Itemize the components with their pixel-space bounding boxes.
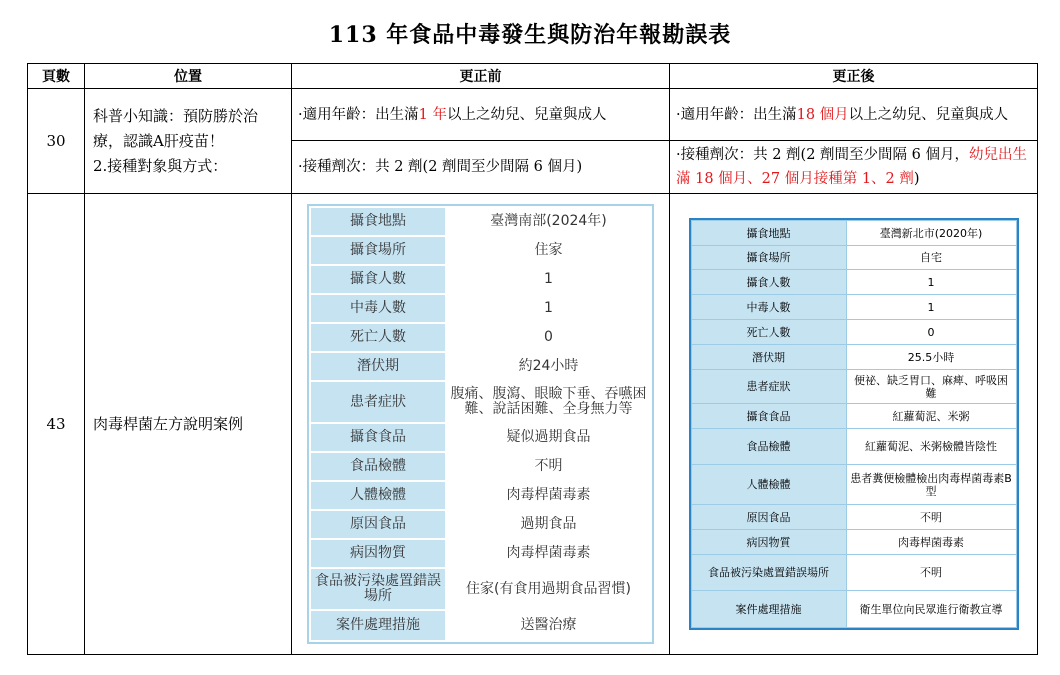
row2-page: 43 (28, 194, 85, 655)
case-field-value: 紅蘿蔔泥、米粥 (846, 404, 1016, 429)
case-field-value: 0 (446, 323, 651, 352)
case-field-value: 肉毒桿菌毒素 (846, 530, 1016, 555)
case-field-label: 攝食人數 (310, 265, 446, 294)
case-field-value: 自宅 (846, 246, 1016, 270)
case-field-label: 潛伏期 (310, 352, 446, 381)
case-table-row (310, 510, 651, 539)
after-age-pre: ·適用年齡：出生滿 (676, 106, 797, 123)
case-table-row (691, 465, 1016, 505)
case-field-label: 食品被污染處置錯誤場所 (310, 568, 446, 610)
case-table-row (310, 539, 651, 568)
case-table-row (310, 294, 651, 323)
row1-page: 30 (28, 89, 85, 194)
case-table-row (691, 429, 1016, 465)
case-field-label: 病因物質 (310, 539, 446, 568)
case-table-row (691, 555, 1016, 591)
before-case-table (309, 206, 652, 642)
case-field-label: 食品被污染處置錯誤場所 (691, 555, 846, 591)
case-field-label: 食品檢體 (691, 429, 846, 465)
case-field-label: 人體檢體 (310, 481, 446, 510)
table-row (28, 194, 1038, 655)
case-field-value: 臺灣南部(2024年) (446, 207, 651, 236)
row2-location: 肉毒桿菌左方說明案例 (85, 194, 292, 655)
case-field-label: 食品檢體 (310, 452, 446, 481)
header-row (28, 64, 1038, 89)
erratum-table (27, 63, 1038, 655)
case-field-value: 1 (446, 294, 651, 323)
header-after: 更正後 (670, 64, 1038, 89)
case-field-value: 腹痛、腹瀉、眼瞼下垂、吞嚥困難、說話困難、全身無力等 (446, 381, 651, 423)
case-field-value: 便祕、缺乏胃口、麻痺、呼吸困難 (846, 370, 1016, 404)
row1-before-age (292, 89, 670, 141)
row1-before-dose: ·接種劑次：共 2 劑(2 劑間至少間隔 6 個月) (292, 141, 670, 194)
case-field-value: 紅蘿蔔泥、米粥檢體皆陰性 (846, 429, 1016, 465)
case-table-row (310, 381, 651, 423)
case-field-value: 患者糞便檢體檢出肉毒桿菌毒素B型 (846, 465, 1016, 505)
case-field-label: 死亡人數 (310, 323, 446, 352)
case-table-row (691, 591, 1016, 628)
case-field-label: 原因食品 (310, 510, 446, 539)
case-field-label: 人體檢體 (691, 465, 846, 505)
case-table-row (310, 452, 651, 481)
row2-before-cell (292, 194, 670, 655)
case-field-label: 攝食食品 (310, 423, 446, 452)
row1-after-dose (670, 141, 1038, 194)
header-before: 更正前 (292, 64, 670, 89)
row1-location (85, 89, 292, 194)
row1-location-line1: 科普小知識：預防勝於治療，認識A肝疫苗！ (93, 106, 259, 150)
case-field-value: 臺灣新北市(2020年) (846, 221, 1016, 246)
case-table-row (691, 246, 1016, 270)
case-field-label: 潛伏期 (691, 345, 846, 370)
case-field-value: 住家(有食用過期食品習慣) (446, 568, 651, 610)
before-age-post: 以上之幼兒、兒童與成人 (446, 106, 607, 123)
page-title: 113 年食品中毒發生與防治年報勘誤表 (328, 22, 732, 48)
case-field-value: 1 (446, 265, 651, 294)
row2-after-cell (670, 194, 1038, 655)
after-age-post: 以上之幼兒、兒童與成人 (848, 106, 1009, 123)
before-case-table-frame (307, 204, 654, 644)
row1-after-age (670, 89, 1038, 141)
case-table-row (310, 481, 651, 510)
case-field-value: 1 (846, 270, 1016, 295)
case-field-label: 攝食地點 (691, 221, 846, 246)
case-field-label: 攝食場所 (310, 236, 446, 265)
case-table-row (691, 320, 1016, 345)
case-table-row (310, 265, 651, 294)
case-field-value: 衛生單位向民眾進行衛教宣導 (846, 591, 1016, 628)
case-field-label: 原因食品 (691, 505, 846, 530)
case-table-row (691, 270, 1016, 295)
case-field-value: 送醫治療 (446, 610, 651, 641)
case-field-label: 攝食人數 (691, 270, 846, 295)
after-dose-red: 幼兒出生滿 18 個月、27 個月接種第 1、2 劑 (676, 147, 1027, 187)
case-table-row (310, 236, 651, 265)
case-field-label: 攝食食品 (691, 404, 846, 429)
case-table-row (691, 345, 1016, 370)
case-field-label: 患者症狀 (310, 381, 446, 423)
case-field-value: 1 (846, 295, 1016, 320)
after-dose-pre: ·接種劑次：共 2 劑(2 劑間至少間隔 6 個月， (676, 147, 969, 163)
case-field-label: 患者症狀 (691, 370, 846, 404)
after-case-table (691, 220, 1017, 628)
before-age-red: 1 年 (418, 106, 447, 123)
case-table-row (310, 323, 651, 352)
case-field-value: 不明 (846, 555, 1016, 591)
case-field-label: 中毒人數 (310, 294, 446, 323)
case-field-label: 病因物質 (691, 530, 846, 555)
case-field-value: 住家 (446, 236, 651, 265)
header-location: 位置 (85, 64, 292, 89)
case-table-row (691, 221, 1016, 246)
case-field-value: 0 (846, 320, 1016, 345)
case-field-label: 死亡人數 (691, 320, 846, 345)
after-age-red: 18 個月 (796, 106, 849, 123)
case-table-row (691, 404, 1016, 429)
case-field-value: 25.5小時 (846, 345, 1016, 370)
case-field-value: 肉毒桿菌毒素 (446, 481, 651, 510)
header-page: 頁數 (28, 64, 85, 89)
row1-location-line2: 2.接種對象與方式： (93, 156, 228, 175)
case-table-row (310, 423, 651, 452)
after-dose-post: ) (913, 171, 920, 187)
case-table-row (310, 207, 651, 236)
case-field-value: 肉毒桿菌毒素 (446, 539, 651, 568)
case-table-row (691, 530, 1016, 555)
case-field-label: 案件處理措施 (691, 591, 846, 628)
case-field-label: 攝食場所 (691, 246, 846, 270)
case-table-row (691, 370, 1016, 404)
case-field-value: 不明 (846, 505, 1016, 530)
after-case-table-frame (689, 218, 1019, 630)
case-field-label: 中毒人數 (691, 295, 846, 320)
case-field-value: 約24小時 (446, 352, 651, 381)
case-field-label: 攝食地點 (310, 207, 446, 236)
case-field-value: 疑似過期食品 (446, 423, 651, 452)
case-field-value: 過期食品 (446, 510, 651, 539)
case-table-row (310, 352, 651, 381)
case-table-row (310, 568, 651, 610)
case-table-row (691, 505, 1016, 530)
case-table-row (310, 610, 651, 641)
case-table-row (691, 295, 1016, 320)
case-field-value: 不明 (446, 452, 651, 481)
case-field-label: 案件處理措施 (310, 610, 446, 641)
before-age-pre: ·適用年齡：出生滿 (298, 106, 419, 123)
table-row (28, 89, 1038, 141)
